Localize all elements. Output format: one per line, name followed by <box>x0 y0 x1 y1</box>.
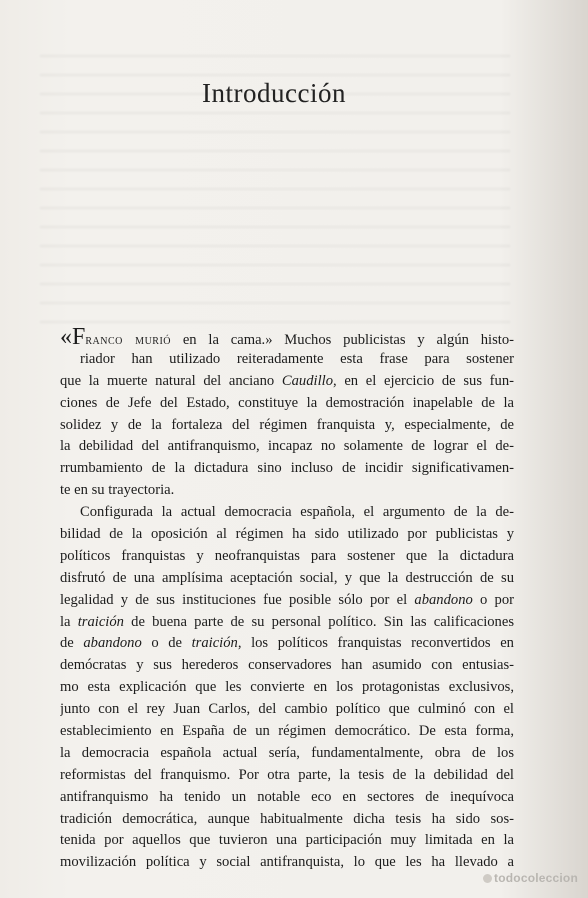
text-line: de abandono o de traición, los políticos franquistas reconvertidos en <box>60 635 514 652</box>
italic-text: traición <box>191 635 238 652</box>
text-line: rrumbamiento de la dictadura sino incluso de incidir significativamen- <box>60 460 514 477</box>
italic-text: abandono <box>414 591 473 608</box>
text-line: antifranquismo ha tenido un notable eco en sectores de inequívoca <box>60 788 514 805</box>
text-line: riador han utilizado reiteradamente esta frase para sostener <box>80 350 514 367</box>
text-line: demócratas y sus herederos conservadores han asumido con entusias- <box>60 657 514 674</box>
drop-cap: «F <box>60 327 86 349</box>
small-caps-text: ranco murió <box>85 332 172 348</box>
text-line: mo esta explicación que les convierte en los protagonistas exclusivos, <box>60 679 514 696</box>
body-text <box>60 327 514 874</box>
text-line: ciones de Jefe del Estado, constituye la demostración inapelable de la <box>60 394 514 411</box>
text-line: la traición de buena parte de su personal político. Sin las calificaciones <box>60 613 514 630</box>
text-line: que la muerte natural del anciano Caudillo, en el ejercicio de sus fun- <box>60 372 514 389</box>
text-line: políticos franquistas y neofranquistas para sostener que la dictadura <box>60 547 514 564</box>
text-line: legalidad y de sus instituciones fue posible sólo por el abandono o por <box>60 591 514 608</box>
text-line: movilización política y social antifranquista, lo que les ha llevado a <box>60 854 514 871</box>
text-line: Configurada la actual democracia española, el argumento de la de- <box>80 504 514 521</box>
text-line: te en su trayectoria. <box>60 482 175 499</box>
italic-text: abandono <box>83 635 142 652</box>
text-line: la debilidad del antifranquismo, incapaz no solamente de lograr el de- <box>60 438 514 455</box>
text-line: tradición democrática, aunque habitualmente dicha tesis ha sido sos- <box>60 810 514 827</box>
text-line: disfrutó de una amplísima aceptación social, y que la destrucción de su <box>60 569 514 586</box>
watermark-logo-icon <box>483 874 492 883</box>
chapter-title: Introducción <box>202 78 346 108</box>
italic-text: traición <box>77 613 124 630</box>
text-line: establecimiento en España de un régimen democrático. De esta forma, <box>60 723 514 740</box>
text-line: junto con el rey Juan Carlos, del cambio político que culminó con el <box>60 701 514 718</box>
text-line: reformistas del franquismo. Por otra parte, la tesis de la debilidad del <box>60 766 514 783</box>
text-line: «Franco murió en la cama.» Muchos publicistas y algún histo- <box>60 327 514 349</box>
text-line: la democracia española actual sería, fundamentalmente, obra de los <box>60 744 514 761</box>
text-line: solidez y de la fortaleza del régimen franquista y, especialmente, de <box>60 416 514 433</box>
text-line: tenida por aquellos que tuvieron una participación muy limitada en la <box>60 832 514 849</box>
watermark: todocoleccion <box>483 871 578 885</box>
text-line: bilidad de la oposición al régimen ha sido utilizado por publicistas y <box>60 526 514 543</box>
italic-text: Caudillo <box>281 372 333 389</box>
